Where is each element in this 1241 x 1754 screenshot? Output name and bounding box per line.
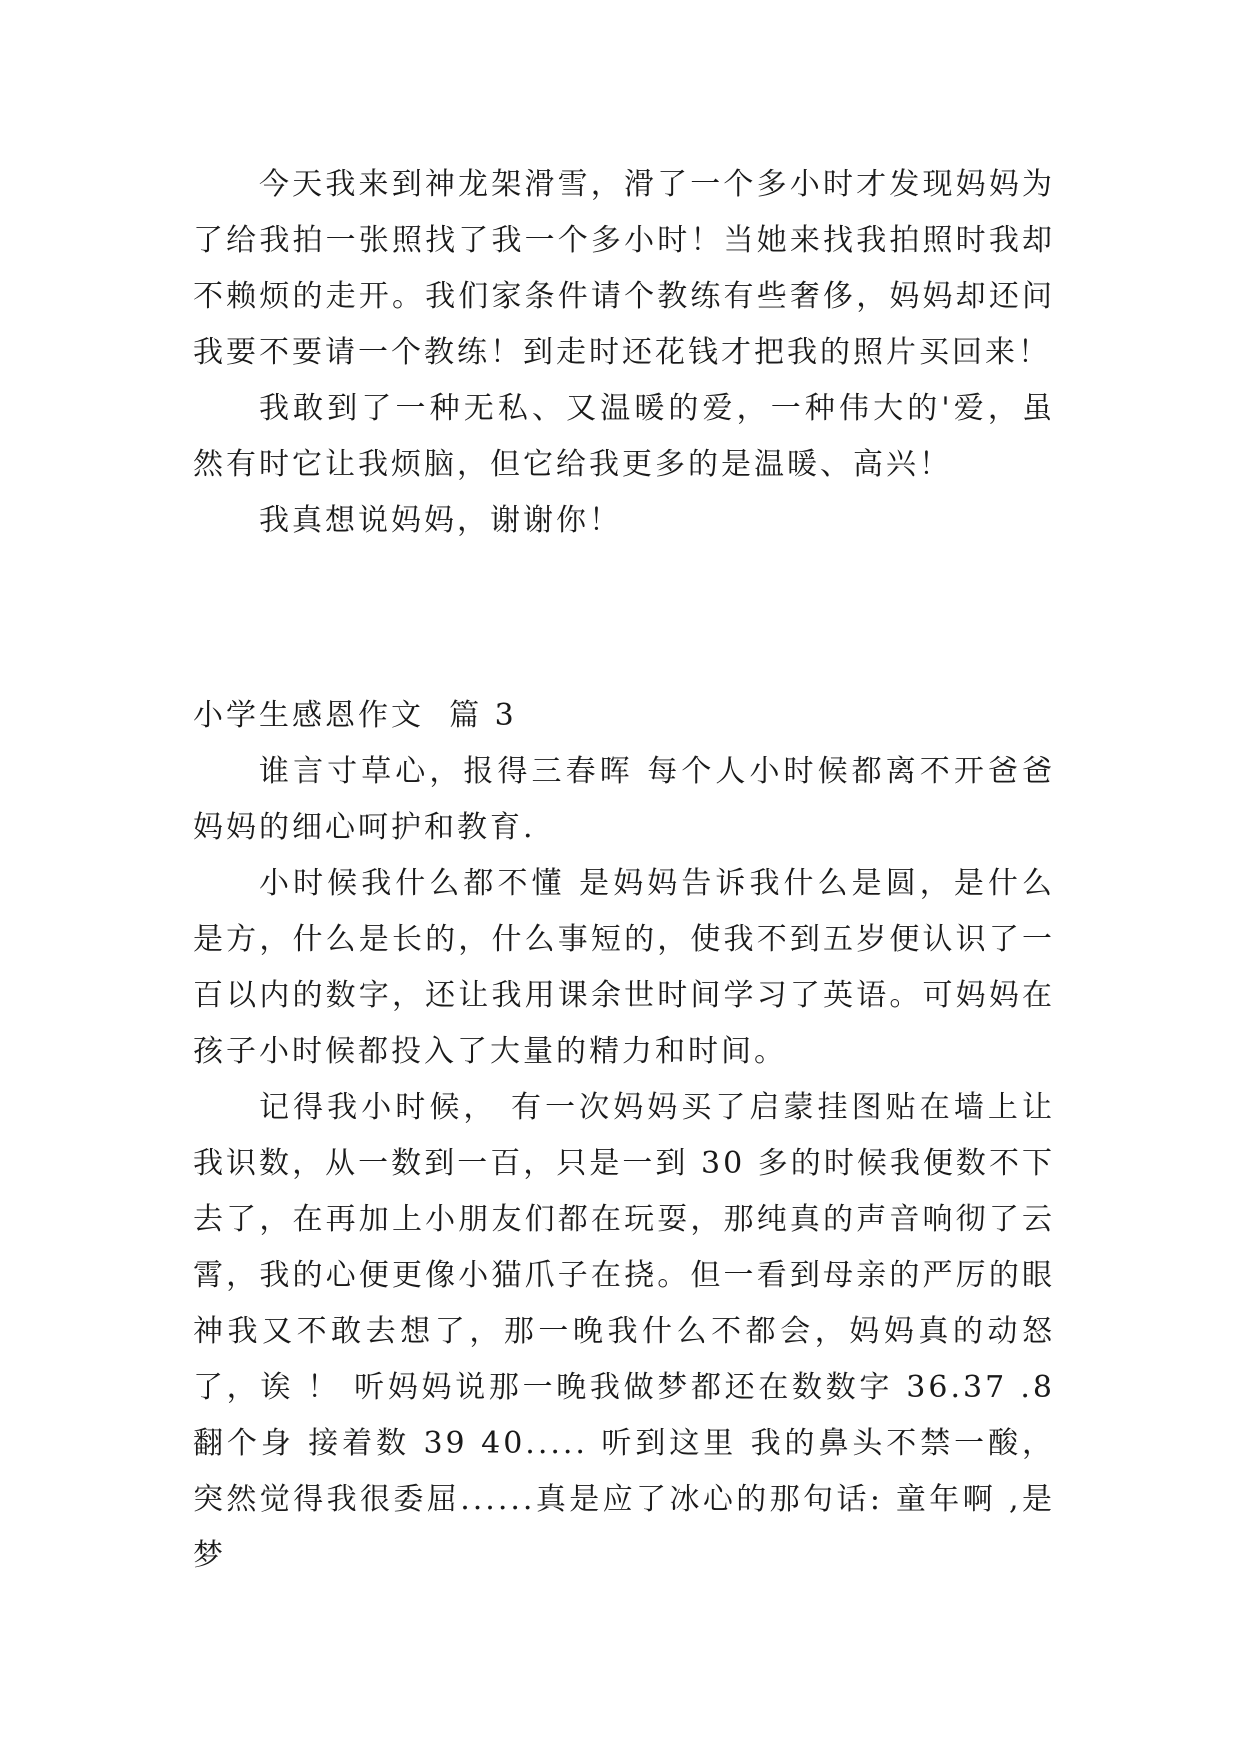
paragraph-thanks: 我真想说妈妈，谢谢你！ bbox=[259, 503, 622, 538]
section-heading: 小学生感恩作文 篇 3 bbox=[193, 698, 517, 733]
essay-section-top bbox=[193, 157, 1055, 549]
paragraph-skiing: 今天我来到神龙架滑雪，滑了一个多小时才发现妈妈为了给我拍一张照找了我一个多小时！当她来找我拍照时我却不赖烦的走开。我们家条件请个教练有些奢侈，妈妈却还问我要不要请一个教练！到走时还花钱才把我的照片买回来！ bbox=[193, 167, 1055, 370]
paragraph-childhood: 小时候我什么都不懂 是妈妈告诉我什么是圆，是什么是方，什么是长的，什么事短的，使我不到五岁便认识了一百以内的数字，还让我用课余世时间学习了英语。可妈妈在孩子小时候都投入了大量的精力和时间。 bbox=[193, 866, 1055, 1069]
paragraph-memory: 记得我小时候， 有一次妈妈买了启蒙挂图贴在墙上让我识数，从一数到一百，只是一到 30 多的时候我便数不下去了，在再加上小朋友们都在玩耍，那纯真的声音响彻了云霄，我的心便更像小猫爪子在挠。但一看到母亲的严厉的眼神我又不敢去想了，那一晚我什么不都会，妈妈真的动怒了，诶 ！ 听妈妈说那一晚我做梦都还在数数字 36.37 .8 翻个身 接着数 39 40..... 听到这里 我的鼻头不禁一酸，突然觉得我很委屈......真是应了冰心的那句话: 童年啊 ,是梦 bbox=[193, 1090, 1068, 1573]
paragraph-intro: 谁言寸草心，报得三春晖 每个人小时候都离不开爸爸妈妈的细心呵护和教育. bbox=[193, 754, 1055, 845]
section-heading-wrap bbox=[193, 688, 1055, 744]
paragraph-love: 我敢到了一种无私、又温暖的爱，一种伟大的'爱，虽然有时它让我烦脑，但它给我更多的是温暖、高兴！ bbox=[193, 391, 1055, 482]
essay-section-bottom bbox=[193, 744, 1068, 1584]
